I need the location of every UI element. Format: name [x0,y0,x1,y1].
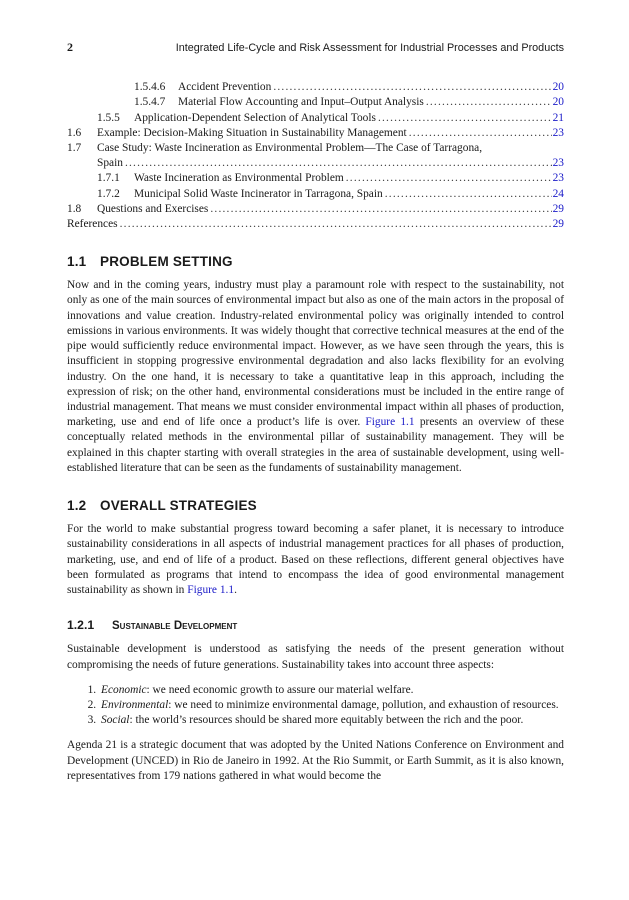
toc-entry[interactable] [67,187,564,202]
toc-leader-dots [378,111,552,126]
list-item [99,683,564,698]
section-heading [67,498,564,513]
subsection-number: 1.2.1 [67,618,95,633]
toc-entry-page-link[interactable]: 29 [552,202,564,215]
toc-entry-page-link[interactable]: 20 [552,96,564,109]
toc-leader-dots [273,80,551,95]
toc-leader-dots [346,171,552,186]
section-number: 1.2 [67,497,87,513]
toc-leader-dots [125,156,552,171]
toc-entry-number: 1.7.2 [97,187,120,200]
toc-leader-dots [385,187,552,202]
toc-entry[interactable] [67,80,564,95]
aspect-text: : we need economic growth to assure our material welfare. [146,683,414,696]
toc-entry-page-link[interactable]: 20 [552,81,564,94]
aspect-text: : the world’s resources should be shared more equitably between the rich and the poor. [129,714,524,727]
toc-entry[interactable] [67,95,564,110]
paragraph-end: . [234,583,237,596]
section-heading [67,254,564,269]
toc-entry-page-link[interactable]: 21 [552,111,564,124]
figure-link[interactable]: Figure 1.1 [365,416,415,429]
toc-entry-title-continued: Spain [97,157,123,170]
sustainability-aspects-list [67,683,564,729]
figure-link[interactable]: Figure 1.1 [187,583,235,596]
toc-entry-title: Application-Dependent Selection of Analytical Tools [134,111,376,124]
list-item [99,713,564,728]
paragraph-text: For the world to make substantial progress toward becoming a safer planet, it is necessary to introduce sustainability considerations in all aspects of industrial management practices for all phases of production, marketing, use, and end of life of a product. Based on these reflections, different general objectives have been formulated as programs that intend to encompass the idea of good environmental management sustainability as shown in [67,523,564,596]
toc-entry-number: 1.5.5 [97,111,120,124]
body-paragraph: Sustainable development is understood as satisfying the needs of the present generation without compromising the needs of future generations. Sustainability takes into account three aspects: [67,643,564,671]
running-header [67,40,564,56]
toc-entry[interactable] [67,141,564,156]
toc-entry-number: 1.6 [67,126,82,139]
toc-entry-number: 1.8 [67,202,82,215]
toc-leader-dots [409,126,552,141]
toc-entry-title: References [67,217,118,230]
toc-entry-title: Waste Incineration as Environmental Problem [134,172,344,185]
toc-entry[interactable] [67,126,564,141]
toc-entry-title: Example: Decision-Making Situation in Sustainability Management [97,126,407,139]
toc-leader-dots [120,217,552,232]
toc-entry[interactable] [67,217,564,232]
subsection-heading [67,618,564,634]
toc-leader-dots [426,95,552,110]
page-number: 2 [67,40,73,54]
aspect-term: Environmental [101,698,169,711]
list-item [99,698,564,713]
body-paragraph [67,522,564,598]
toc-entry-page-link[interactable]: 23 [552,157,564,170]
aspect-text: : we need to minimize environmental damage, pollution, and exhaustion of resources. [168,698,559,711]
body-paragraph: Agenda 21 is a strategic document that was adopted by the United Nations Conference on Environment and Development (UNCED) in Rio de Janeiro in 1992. At the Rio Summit, or Earth Summit, as it is also known, representatives from 179 nations gathered in what would become the [67,739,564,782]
toc-entry-page-link[interactable]: 23 [552,126,564,139]
table-of-contents [67,80,564,232]
aspect-term: Economic [101,683,147,696]
toc-entry[interactable] [67,202,564,217]
toc-entry-page-link[interactable]: 23 [552,172,564,185]
toc-entry-title: Accident Prevention [178,81,272,94]
toc-entry[interactable] [67,111,564,126]
paragraph-text: Now and in the coming years, industry must play a paramount role with respect to the sustainability, not only as one of the main sources of environmental impact but also as one of the main actors in the proposal of innovations and value creation. Industry-related environmental policy was originally intended to control emissions in various environments. It was widely thought that corrective technical measures at the end of the pipe would sufficiently reduce environmental impact. However, as we have seen through the years, this is insufficient in stopping progressive environmental degradation and also lacks flexibility for an evolving industry. On the one hand, it is necessary to take a quantitative leap in this approach, including the expression of risk; on the other hand, environmental considerations must be included in the entire range of industrial management. That means we must consider environmental impact within all phases of production, marketing, use and end of life once a product’s life is over. [67,279,564,429]
toc-entry-title: Questions and Exercises [97,202,209,215]
section-title: PROBLEM SETTING [100,254,233,270]
paragraph-text: presents an overview of these conceptually related methods in the environmental pillar of sustainability management. They will be explained in this chapter starting with overall strategies in the area of sustainable development, using well-established literature that can be seen as the fundaments of sustainability management. [67,416,564,474]
toc-entry-number: 1.7.1 [97,172,120,185]
toc-entry-number: 1.7 [67,141,82,154]
section-number: 1.1 [67,254,87,270]
toc-entry-title: Material Flow Accounting and Input–Output Analysis [178,96,424,109]
toc-leader-dots [210,202,551,217]
toc-entry-number: 1.5.4.7 [134,96,166,109]
section-title: OVERALL STRATEGIES [100,497,257,513]
toc-entry[interactable] [67,171,564,186]
subsection-title: Sustainable Development [112,620,238,633]
body-paragraph [67,278,564,476]
running-title: Integrated Life-Cycle and Risk Assessment for Industrial Processes and Products [175,42,564,54]
toc-entry-page-link[interactable]: 24 [552,187,564,200]
toc-entry-number: 1.5.4.6 [134,81,166,94]
toc-entry-title: Municipal Solid Waste Incinerator in Tarragona, Spain [134,187,383,200]
toc-entry-continuation[interactable] [67,156,564,171]
toc-entry-title: Case Study: Waste Incineration as Environmental Problem—The Case of Tarragona, [97,141,483,154]
aspect-term: Social [101,714,130,727]
toc-entry-page-link[interactable]: 29 [552,217,564,230]
